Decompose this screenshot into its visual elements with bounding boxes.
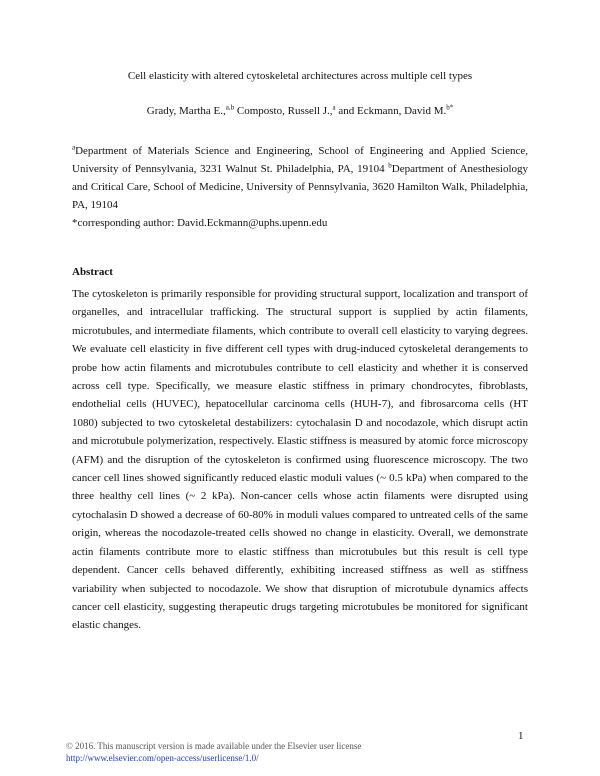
license-text: © 2016. This manuscript version is made available under the Elsevier user license: [66, 741, 362, 751]
license-link[interactable]: http://www.elsevier.com/open-access/userlicense/1.0/: [66, 753, 259, 763]
affiliation-marker-a: a: [72, 143, 76, 152]
author-affiliation-marker: b*: [446, 103, 454, 112]
page-number: 1: [518, 730, 524, 742]
affiliations-block: [72, 142, 528, 232]
affiliation-marker-b: b: [388, 161, 392, 170]
corresponding-author: *corresponding author: David.Eckmann@uphs.upenn.edu: [72, 217, 328, 229]
license-footer: [66, 740, 361, 764]
author-affiliation-marker: a: [332, 103, 336, 112]
author-affiliation-marker: a,b: [225, 103, 235, 112]
author-name: Composto, Russell J.,: [236, 105, 333, 117]
abstract-body: The cytoskeleton is primarily responsible for providing structural support, localization and transport of organelles, and intracellular trafficking. The structural support is supplied by actin filaments, microtubules, and intermediate filaments, which contribute to overall cell elasticity to varying degrees. We evaluate cell elasticity in five different cell types with drug-induced cytoskeletal derangements to probe how actin filaments and microtubules contribute to cell elasticity and whether it is conserved across cell type. Specifically, we measure elastic stiffness in primary chondrocytes, fibroblasts, endothelial cells (HUVEC), hepatocellular carcinoma cells (HUH-7), and fibrosarcoma cells (HT 1080) subjected to two cytoskeletal destabilizers: cytochalasin D and nocodazole, which disrupt actin and microtubule polymerization, respectively. Elastic stiffness is measured by atomic force microscopy (AFM) and the disruption of the cytoskeleton is confirmed using fluorescence microscopy. The two cancer cell lines showed significantly reduced elastic moduli values (~ 0.5 kPa) when compared to the three healthy cell lines (~ 2 kPa). Non-cancer cells whose actin filaments were disrupted using cytochalasin D showed a decrease of 60-80% in moduli values compared to untreated cells of the same origin, whereas the nocodazole-treated cells showed no change in elasticity. Overall, we demonstrate actin filaments contribute more to elastic stiffness than microtubules but this result is cell type dependent. Cancer cells behaved differently, exhibiting increased stiffness as well as stiffness variability when subjected to nocodazole. We show that disruption of microtubule dynamics affects cancer cell elasticity, suggesting therapeutic drugs targeting microtubules be monitored for significant elastic changes.: [72, 288, 528, 632]
author-list: [0, 104, 600, 118]
affiliations-paragraph: [72, 142, 528, 214]
author-name: and Eckmann, David M.: [338, 105, 447, 117]
paper-title: Cell elasticity with altered cytoskeletal architectures across multiple cell types: [127, 70, 473, 82]
abstract-heading: Abstract: [72, 266, 113, 278]
affiliation-a: Department of Materials Science and Engineering, School of Engineering and Applied Science, University of Pennsylvania, 3231 Walnut St. Philadelphia, PA, 19104: [72, 145, 528, 175]
affiliation-b: Department of Anesthesiology and Critical Care, School of Medicine, University of Pennsylvania, 3620 Hamilton Walk, Philadelphia, PA, 19104: [72, 163, 529, 211]
author-name: Grady, Martha E.,: [146, 105, 226, 117]
